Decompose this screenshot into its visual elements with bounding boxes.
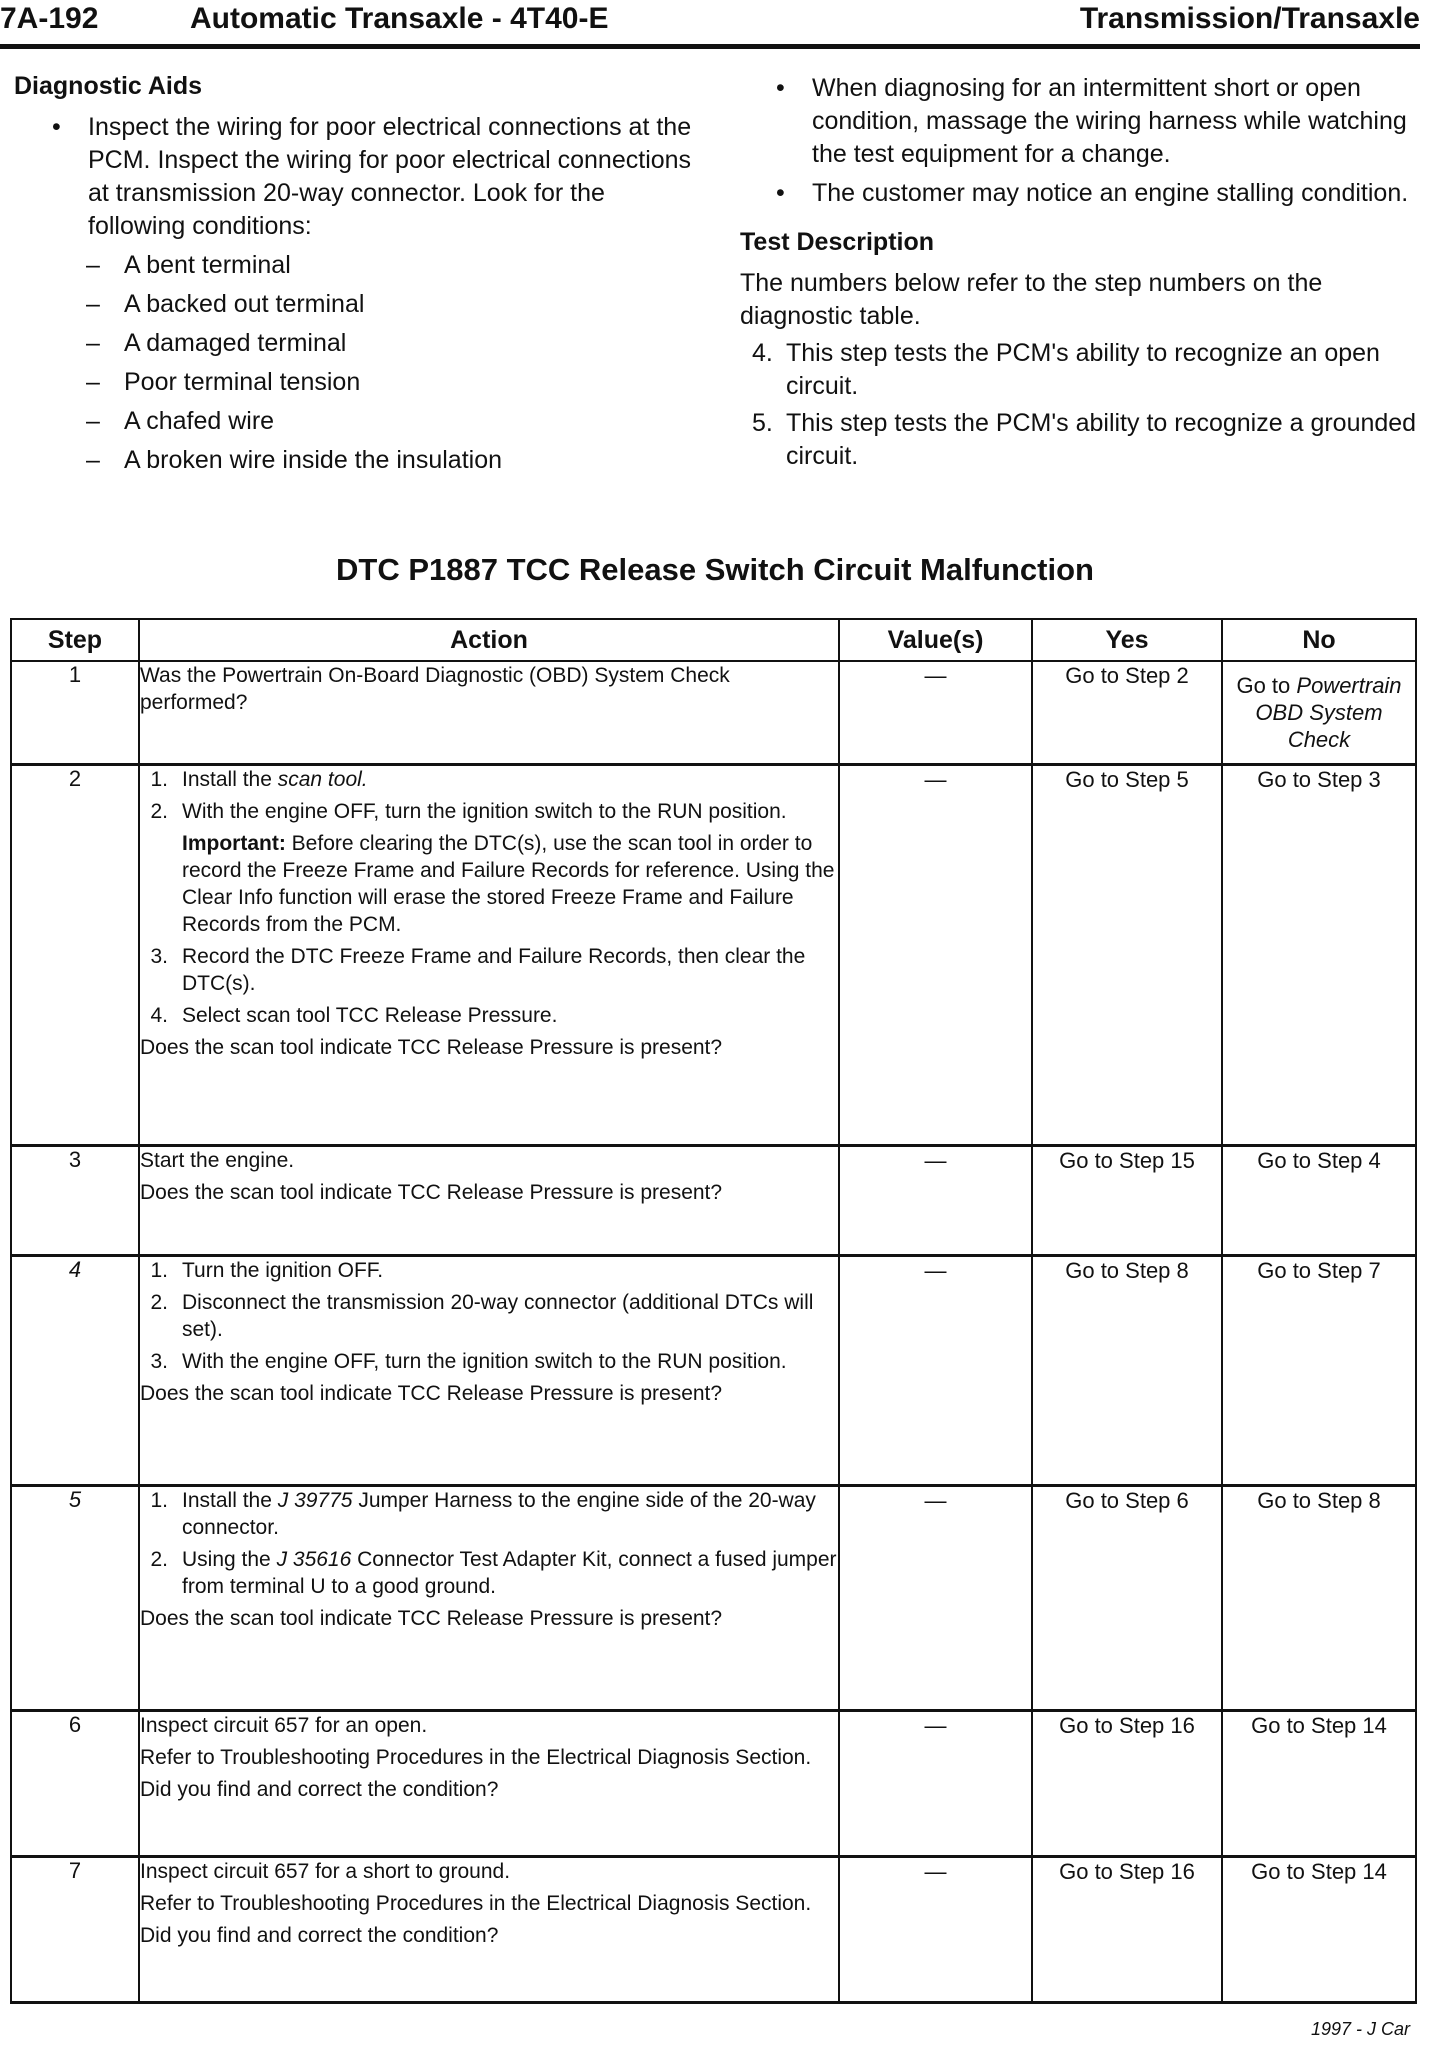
test-description-item [740,337,1420,403]
page-footer: 1997 - J Car [1310,2019,1410,2039]
action-text: Using the [182,1547,271,1571]
dash-icon: – [86,290,100,318]
table-row [11,661,1416,764]
tool-name: J 39775 [277,1488,353,1512]
condition-text: A backed out terminal [124,290,365,318]
dash-icon: – [86,251,100,279]
action-cell [139,1856,839,2002]
diagnostic-aid-bullet [14,111,694,243]
table-row [11,1145,1416,1255]
action-item: 1. Install the scan tool. [150,767,368,791]
diagnostic-aids-column [14,72,694,483]
value-cell: — [839,764,1032,1145]
table-row [11,1255,1416,1485]
yes-cell: Go to Step 15 [1032,1145,1222,1255]
action-text: Disconnect the transmission 20-way connector (additional DTCs will set). [182,1290,814,1341]
action-text: Install the [182,767,272,791]
yes-cell: Go to Step 6 [1032,1485,1222,1710]
no-cell: Go to Step 4 [1222,1145,1416,1255]
diagnostic-aids-heading: Diagnostic Aids [14,72,202,100]
action-text: Start the engine. [140,1148,295,1172]
action-text: Select scan tool TCC Release Pressure. [182,1003,558,1027]
no-reference: Powertrain OBD System Check [1255,673,1402,752]
header-action: Action [139,619,839,661]
table-row [11,1485,1416,1710]
action-cell [139,661,839,764]
condition-text: Poor terminal tension [124,368,361,396]
action-text: With the engine OFF, turn the ignition switch to the RUN position. [182,1349,787,1373]
value-cell: — [839,1145,1032,1255]
header-no: No [1222,619,1416,661]
important-text: Before clearing the DTC(s), use the scan tool in order to record the Freeze Frame and Failure Records for reference. Using the Clear Info function will erase the stored Freeze Frame and Failure Records from the PCM. [182,831,835,936]
action-cell [139,1485,839,1710]
condition-text: A chafed wire [124,407,275,435]
value-cell: — [839,1485,1032,1710]
condition-item [14,405,694,438]
action-text: Jumper Harness to the engine side of the 20-way connector. [182,1488,816,1539]
action-question: Does the scan tool indicate TCC Release Pressure is present? [140,1180,723,1204]
right-column [740,72,1420,477]
header-yes: Yes [1032,619,1222,661]
action-text: Turn the ignition OFF. [182,1258,384,1282]
condition-item [14,366,694,399]
action-cell [139,1145,839,1255]
diagnostic-table [10,618,1417,2004]
action-text: Install the [182,1488,272,1512]
yes-cell: Go to Step 16 [1032,1710,1222,1856]
no-prefix: Go to [1236,673,1291,698]
yes-cell: Go to Step 2 [1032,661,1222,764]
value-cell: — [839,1255,1032,1485]
action-question: Did you find and correct the condition? [140,1923,499,1947]
table-row [11,1856,1416,2002]
bullet-icon: • [776,74,785,102]
page-header [0,0,1420,49]
item-text: This step tests the PCM's ability to recognize an open circuit. [786,339,1380,400]
table-row [11,764,1416,1145]
action-text: Refer to Troubleshooting Procedures in the Electrical Diagnosis Section. [140,1745,812,1769]
condition-item [14,327,694,360]
step-number: 2 [11,764,139,1145]
action-item: 4. Select scan tool TCC Release Pressure. [150,1003,558,1027]
action-cell [139,764,839,1145]
value-cell: — [839,1856,1032,2002]
item-number: 5. [752,409,773,437]
table-header-row [11,619,1416,661]
no-cell: Go to Step 14 [1222,1710,1416,1856]
page-title: Automatic Transaxle - 4T40-E [190,2,609,35]
action-item: 2. With the engine OFF, turn the ignition switch to the RUN position. [150,799,787,823]
item-text: This step tests the PCM's ability to recognize a grounded circuit. [786,409,1417,470]
step-number: 7 [11,1856,139,2002]
step-number: 5 [11,1485,139,1710]
action-item: 1. Turn the ignition OFF. [150,1258,384,1282]
diagnostic-aid-text: Inspect the wiring for poor electrical connections at the PCM. Inspect the wiring for poor electrical connections at transmission 20-way connector. Look for the following conditions: [88,113,692,240]
step-number: 3 [11,1145,139,1255]
no-cell: Go to Step 14 [1222,1856,1416,2002]
value-cell: — [839,1710,1032,1856]
bullet-icon: • [776,179,785,207]
no-cell [1222,661,1416,764]
step-number: 1 [11,661,139,764]
item-number: 4. [752,339,773,367]
value-cell: — [839,661,1032,764]
test-description-heading: Test Description [740,228,935,256]
dash-icon: – [86,446,100,474]
test-description-item [740,407,1420,473]
test-description-intro: The numbers below refer to the step numbers on the diagnostic table. [740,269,1323,330]
condition-item [14,288,694,321]
step-number: 4 [11,1255,139,1485]
action-text: Record the DTC Freeze Frame and Failure Records, then clear the DTC(s). [182,944,806,995]
action-item: 2. Using the J 35616 Connector Test Adapter Kit, connect a fused jumper from terminal U to a good ground. [150,1547,837,1598]
dash-icon: – [86,329,100,357]
action-question: Was the Powertrain On-Board Diagnostic (OBD) System Check performed? [140,664,730,714]
condition-text: A damaged terminal [124,329,347,357]
yes-cell: Go to Step 5 [1032,764,1222,1145]
condition-item [14,249,694,282]
action-text: Connector Test Adapter Kit, connect a fused jumper from terminal U to a good ground. [182,1547,837,1598]
condition-text: A bent terminal [124,251,291,279]
action-cell [139,1255,839,1485]
no-cell: Go to Step 3 [1222,764,1416,1145]
tool-name: J 35616 [276,1547,352,1571]
tool-name: scan tool. [277,767,368,791]
condition-item [14,444,694,477]
action-cell [139,1710,839,1856]
action-item: 3. Record the DTC Freeze Frame and Failure Records, then clear the DTC(s). [150,944,806,995]
action-question: Did you find and correct the condition? [140,1777,499,1801]
action-text: With the engine OFF, turn the ignition switch to the RUN position. [182,799,787,823]
action-item: 3. With the engine OFF, turn the ignition switch to the RUN position. [150,1349,787,1373]
table-title: DTC P1887 TCC Release Switch Circuit Malfunction [336,552,1094,587]
dash-icon: – [86,407,100,435]
no-cell: Go to Step 7 [1222,1255,1416,1485]
diagnostic-aid-bullet [740,72,1420,171]
diagnostic-aid-bullet [740,177,1420,210]
important-note [140,830,838,938]
action-question: Does the scan tool indicate TCC Release Pressure is present? [140,1606,723,1630]
header-step: Step [11,619,139,661]
action-text: Refer to Troubleshooting Procedures in the Electrical Diagnosis Section. [140,1891,812,1915]
action-text: Inspect circuit 657 for a short to ground. [140,1859,511,1883]
header-values: Value(s) [839,619,1032,661]
yes-cell: Go to Step 8 [1032,1255,1222,1485]
condition-text: A broken wire inside the insulation [124,446,503,474]
action-item: 2. Disconnect the transmission 20-way connector (additional DTCs will set). [150,1290,814,1341]
important-label: Important: [182,831,286,855]
table-row [11,1710,1416,1856]
action-question: Does the scan tool indicate TCC Release Pressure is present? [140,1381,723,1405]
yes-cell: Go to Step 16 [1032,1856,1222,2002]
step-number: 6 [11,1710,139,1856]
action-text: Inspect circuit 657 for an open. [140,1713,428,1737]
section-title: Transmission/Transaxle [1079,2,1420,35]
bullet-icon: • [52,113,61,141]
page-number: 7A-192 [0,2,99,35]
action-item: 1. Install the J 39775 Jumper Harness to the engine side of the 20-way connector. [150,1488,816,1539]
no-cell: Go to Step 8 [1222,1485,1416,1710]
dash-icon: – [86,368,100,396]
diagnostic-aid-text: When diagnosing for an intermittent short or open condition, massage the wiring harness while watching the test equipment for a change. [812,74,1407,168]
diagnostic-aid-text: The customer may notice an engine stalling condition. [812,179,1409,207]
action-question: Does the scan tool indicate TCC Release Pressure is present? [140,1035,723,1059]
